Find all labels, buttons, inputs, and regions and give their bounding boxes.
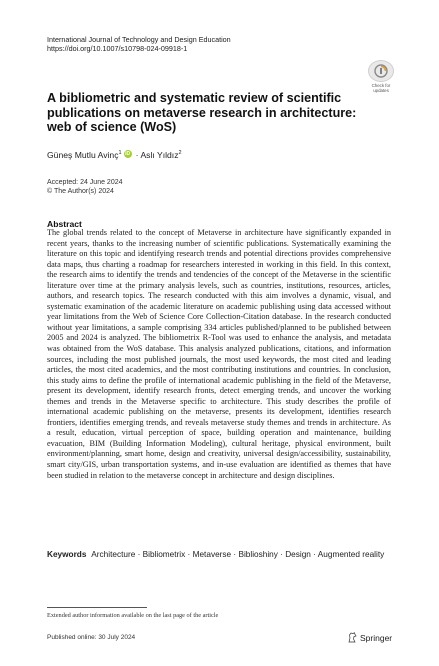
article-title: A bibliometric and systematic review of scientific publications on metaverse research in architecture: web of science (WoS): [47, 91, 357, 134]
published-online: Published online: 30 July 2024: [47, 634, 136, 641]
accepted-date: Accepted: 24 June 2024: [47, 179, 123, 186]
author-separator: ·: [135, 150, 139, 160]
article-dates: [47, 179, 123, 197]
keywords-section: [47, 550, 391, 561]
check-for-updates-label: Check for updates: [371, 83, 391, 93]
springer-horse-icon: [348, 632, 357, 643]
author-line: [47, 150, 182, 160]
journal-name: International Journal of Technology and Design Education: [47, 35, 231, 44]
copyright-notice: © The Author(s) 2024: [47, 187, 114, 195]
footnote-divider: [47, 607, 147, 608]
check-for-updates-icon: [368, 60, 394, 82]
springer-logo: [348, 632, 392, 643]
abstract-text: The global trends related to the concept of Metaverse in architecture have significantly expanded in recent years, thanks to the increasing number of scientific publications. Systematically examining the literature on this topic and identifying research trends and potential directions provides comprehensive data maps, thus charting a roadmap for researchers interested in working in this field. In this context, the research aims to identify the trends and tendencies of the concept of the Metaverse in the scientific literature over time at the primary analysis levels, such as countries, institutions, resources, articles, authors, and research topics. The research conducted with this aim involves a dynamic, visual, and systematic examination of the academic literature on academic publishing using data accessed without year limitations from the Web of Science Core Collection-Citation database. In the research conducted without year limitations, a sample comprising 334 articles published/planned to be published between 2005 and 2024 is analyzed. The bibliometrix R-Tool was used to enhance the analysis, and metadata was obtained from the WoS database. This analysis analyzed publications, citations, and information sources, including the most published journals, the most used keywords, the most cited and leading articles, the most cited academics, and the most contributing institutions and countries. In conclusion, this study aims to define the profile of international academic publishing in the field of the Metaverse, present its development, identify research fronts, detect emerging trends, and uncover the working themes and trends in the Metaverse specific to architecture. This study describes the profile of international academic publishing on the metaverse, presents its development, identifies research frontiers, identifies emerging trends, and reveals metaverse study themes and trends in architecture. As a result, education, virtual perception of space, building operation and maintenance, building evacuation, BIM (Building Information Modeling), cultural heritage, physical environment, built environment/planning, smart home, design and creativity, universal design/accessibility, sustainability, smart city/GIS, urban transportation systems, and in-use evaluation are identified as themes that have been studied in relation to the metaverse concept in architecture and design disciplines.: [47, 228, 391, 480]
author-info-footnote: Extended author information available on the last page of the article: [47, 612, 219, 619]
publisher-name: Springer: [360, 632, 393, 643]
journal-doi[interactable]: https://doi.org/10.1007/s10798-024-09918-1: [47, 44, 188, 53]
author-1[interactable]: Güneş Mutlu Avinç$^1$: [47, 150, 122, 160]
abstract-heading: Abstract: [47, 219, 82, 229]
keywords-label: Keywords: [47, 550, 87, 559]
author-2[interactable]: Aslı Yıldız$^2$: [140, 150, 182, 160]
check-for-updates-badge[interactable]: [368, 60, 394, 93]
keywords-list: Architecture · Bibliometrix · Metaverse · Biblioshiny · Design · Augmented reality: [91, 550, 385, 559]
journal-header: [47, 35, 231, 53]
orcid-icon[interactable]: iD: [125, 151, 131, 157]
